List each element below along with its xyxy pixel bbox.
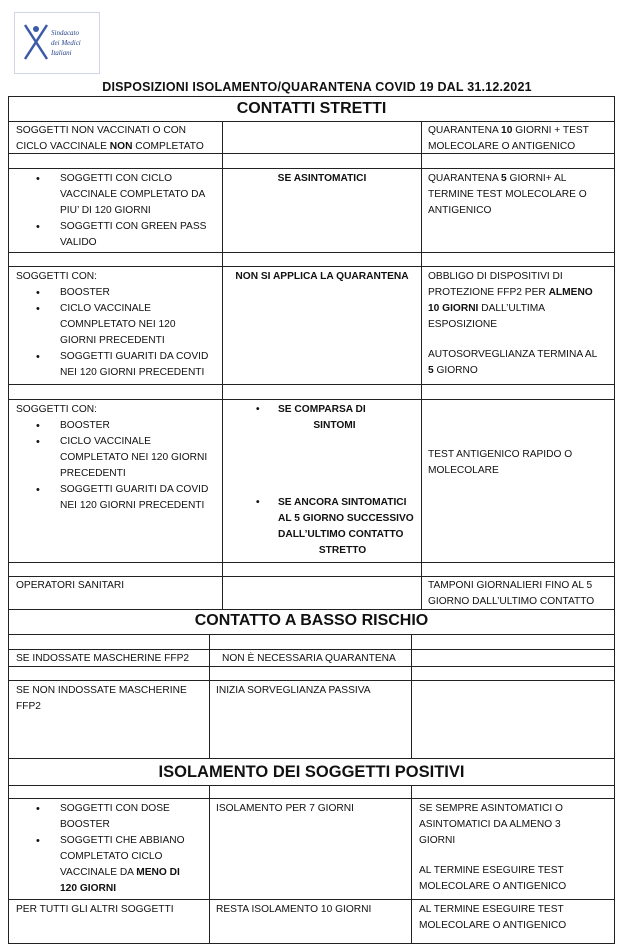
row5-measure: TAMPONI GIORNALIERI FINO AL 5 GIORNO DALL’ULTIMO CONTATTO [428,580,595,607]
list-item: • SOGGETTI CON GREEN PASS VALIDO [16,219,222,251]
section-heading-positivi: ISOLAMENTO DEI SOGGETTI POSITIVI [158,763,465,781]
row2-measure: QUARANTENA 5 GIORNI+ AL TERMINE TEST MOLECOLARE O ANTIGENICO [428,173,587,216]
section-heading-contatti-stretti: CONTATTI STRETTI [236,100,387,117]
list-item: • SOGGETTI CON DOSE BOOSTER [16,801,209,833]
list-item: • SOGGETTI GUARITI DA COVID NEI 120 GIORNI PRECEDENTI [16,349,222,381]
row1-measure: QUARANTENA 10 GIORNI + TEST MOLECOLARE O ANTIGENICO [428,125,589,152]
row4-measure: TEST ANTIGENICO RAPIDO O MOLECOLARE [428,449,573,476]
row3-subjects: SOGGETTI CON: • BOOSTER • CICLO VACCINALE COMNPLETATO NEI 120 GIORNI PRECEDENTI • SOGGETTI GUARITI DA COVID NEI 120 GIORNI PRECEDENTI [16,269,222,381]
list-item: • BOOSTER [16,418,222,434]
list-item: • CICLO VACCINALE COMNPLETATO NEI 120 GIORNI PRECEDENTI [16,301,222,349]
list-item: • SOGGETTI CHE ABBIANO COMPLETATO CICLO VACCINALE DA MENO DI 120 GIORNI [16,833,209,897]
low-risk-row2-subjects: SE NON INDOSSATE MASCHERINE FFP2 [16,685,187,712]
positive-row1-note: SE SEMPRE ASINTOMATICI O ASINTOMATICI DA ALMENO 3 GIORNI AL TERMINE ESEGUIRE TEST MOLECOLARE O ANTIGENICO [419,803,567,892]
row4-subjects: SOGGETTI CON: • BOOSTER • CICLO VACCINALE COMPLETATO NEI 120 GIORNI PRECEDENTI • SOGGETTI GUARITI DA COVID NEI 120 GIORNI PRECEDENTI [16,402,222,514]
row5-subjects: OPERATORI SANITARI [16,580,125,591]
caduceus-figure-icon [19,19,53,67]
positive-row1-subjects [16,801,209,897]
logo-line-1: Sindacato [51,29,79,37]
positive-row2-subjects: PER TUTTI GLI ALTRI SOGGETTI [16,904,174,915]
positive-row2-note: AL TERMINE ESEGUIRE TEST MOLECOLARE O ANTIGENICO [419,904,567,931]
list-item: • CICLO VACCINALE COMPLETATO NEI 120 GIORNI PRECEDENTI [16,434,222,482]
low-risk-row2-measure: INIZIA SORVEGLIANZA PASSIVA [216,685,371,696]
row2-condition: SE ASINTOMATICI [277,173,367,184]
row2-subjects [16,171,222,251]
row4-condition-1: • SE COMPARSA DI SINTOMI [256,404,366,431]
logo-line-3: Italiani [51,49,72,57]
row4-condition-2: • SE ANCORA SINTOMATICI AL 5 GIORNO SUCCESSIVO DALL’ULTIMO CONTATTO STRETTO [256,497,414,556]
logo-line-2: dei Medici [51,39,81,47]
low-risk-row1-measure: NON È NECESSARIA QUARANTENA [222,653,396,664]
row1-subjects: SOGGETTI NON VACCINATI O CON CICLO VACCINALE NON COMPLETATO [16,125,204,152]
list-item: • BOOSTER [16,285,222,301]
row3-measure: OBBLIGO DI DISPOSITIVI DI PROTEZIONE FFP2 PER ALMENO 10 GIORNI DALL’ULTIMA ESPOSIZIONE AUTOSORVEGLIANZA TERMINA AL 5 GIORNO [428,271,598,376]
logo [14,12,100,74]
list-item: • SOGGETTI GUARITI DA COVID NEI 120 GIORNI PRECEDENTI [16,482,222,514]
positive-row2-measure: RESTA ISOLAMENTO 10 GIORNI [216,904,372,915]
low-risk-row1-subjects: SE INDOSSATE MASCHERINE FFP2 [16,653,190,664]
list-item: • SOGGETTI CON CICLO VACCINALE COMPLETATO DA PIU’ DI 120 GIORNI [16,171,222,219]
positive-row1-measure: ISOLAMENTO PER 7 GIORNI [216,803,354,814]
document-title: DISPOSIZIONI ISOLAMENTO/QUARANTENA COVID 19 DAL 31.12.2021 [102,80,532,94]
row3-condition: NON SI APPLICA LA QUARANTENA [235,271,409,282]
section-heading-basso-rischio: CONTATTO A BASSO RISCHIO [194,612,429,629]
